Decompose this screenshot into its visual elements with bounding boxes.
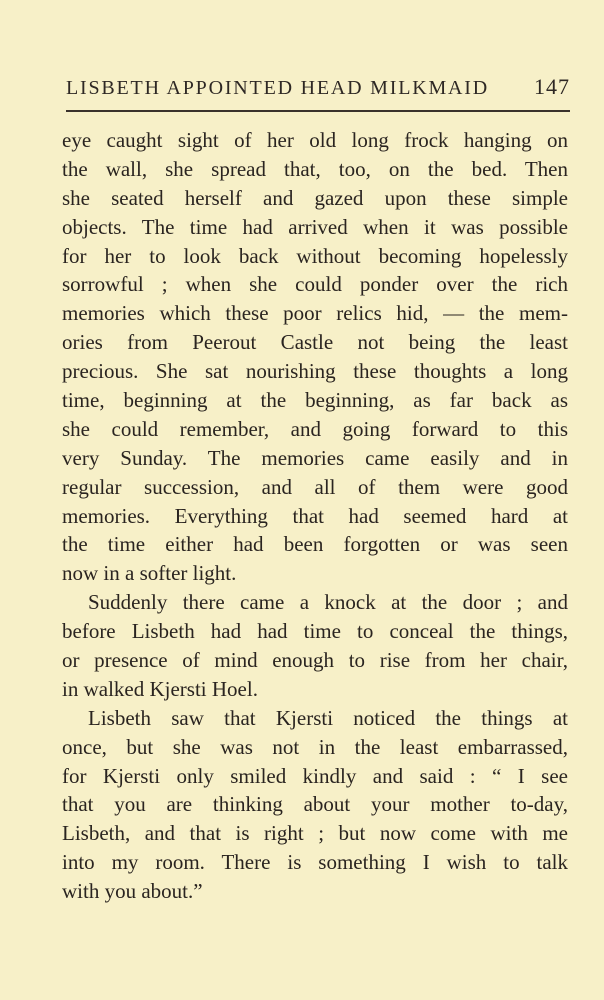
header-rule: [66, 110, 570, 112]
text-line: she seated herself and gazed upon these simple: [62, 185, 568, 210]
text-line: precious. She sat nourishing these thoughts a long: [62, 359, 568, 384]
text-line: she could remember, and going forward to this: [62, 416, 568, 441]
text-line: very Sunday. The memories came easily and in: [62, 445, 568, 470]
paragraph: [62, 704, 568, 906]
text-line: Lisbeth, and that is right ; but now come with me: [62, 821, 568, 846]
text-line: for Kjersti only smiled kindly and said : “ I see: [62, 763, 568, 788]
text-line: objects. The time had arrived when it was possible: [62, 214, 568, 239]
text-line: memories. Everything that had seemed hard at: [62, 503, 568, 528]
text-line: that you are thinking about your mother to-day,: [62, 792, 568, 817]
page-number: 147: [534, 74, 570, 99]
text-line: memories which these poor relics hid, — the mem-: [62, 301, 568, 326]
text-line: time, beginning at the beginning, as far back as: [62, 388, 568, 413]
running-head: [66, 74, 570, 102]
text-line: before Lisbeth had had time to conceal the things,: [62, 619, 568, 644]
text-line: the time either had been forgotten or was seen: [62, 532, 568, 557]
text-line: for her to look back without becoming hopelessly: [62, 243, 568, 268]
text-line: into my room. There is something I wish to talk: [62, 850, 568, 875]
text-line: with you about.”: [62, 879, 203, 904]
text-line: now in a softer light.: [62, 561, 237, 586]
text-line: in walked Kjersti Hoel.: [62, 676, 258, 701]
text-line: sorrowful ; when she could ponder over the rich: [62, 272, 568, 297]
text-line: regular succession, and all of them were good: [62, 474, 568, 499]
text-line: once, but she was not in the least embarrassed,: [62, 734, 568, 759]
text-line: the wall, she spread that, too, on the bed. Then: [62, 156, 568, 181]
text-line: or presence of mind enough to rise from her chair,: [62, 648, 568, 673]
text-line: Lisbeth saw that Kjersti noticed the things at: [88, 705, 568, 730]
text-line: ories from Peerout Castle not being the least: [62, 330, 568, 355]
text-line: eye caught sight of her old long frock hanging on: [62, 128, 568, 152]
running-head-title: LISBETH APPOINTED HEAD MILKMAID: [66, 77, 490, 99]
body-text: [62, 126, 568, 906]
paragraph: [62, 126, 568, 588]
paragraph: [62, 588, 568, 704]
text-line: Suddenly there came a knock at the door ; and: [88, 590, 568, 615]
